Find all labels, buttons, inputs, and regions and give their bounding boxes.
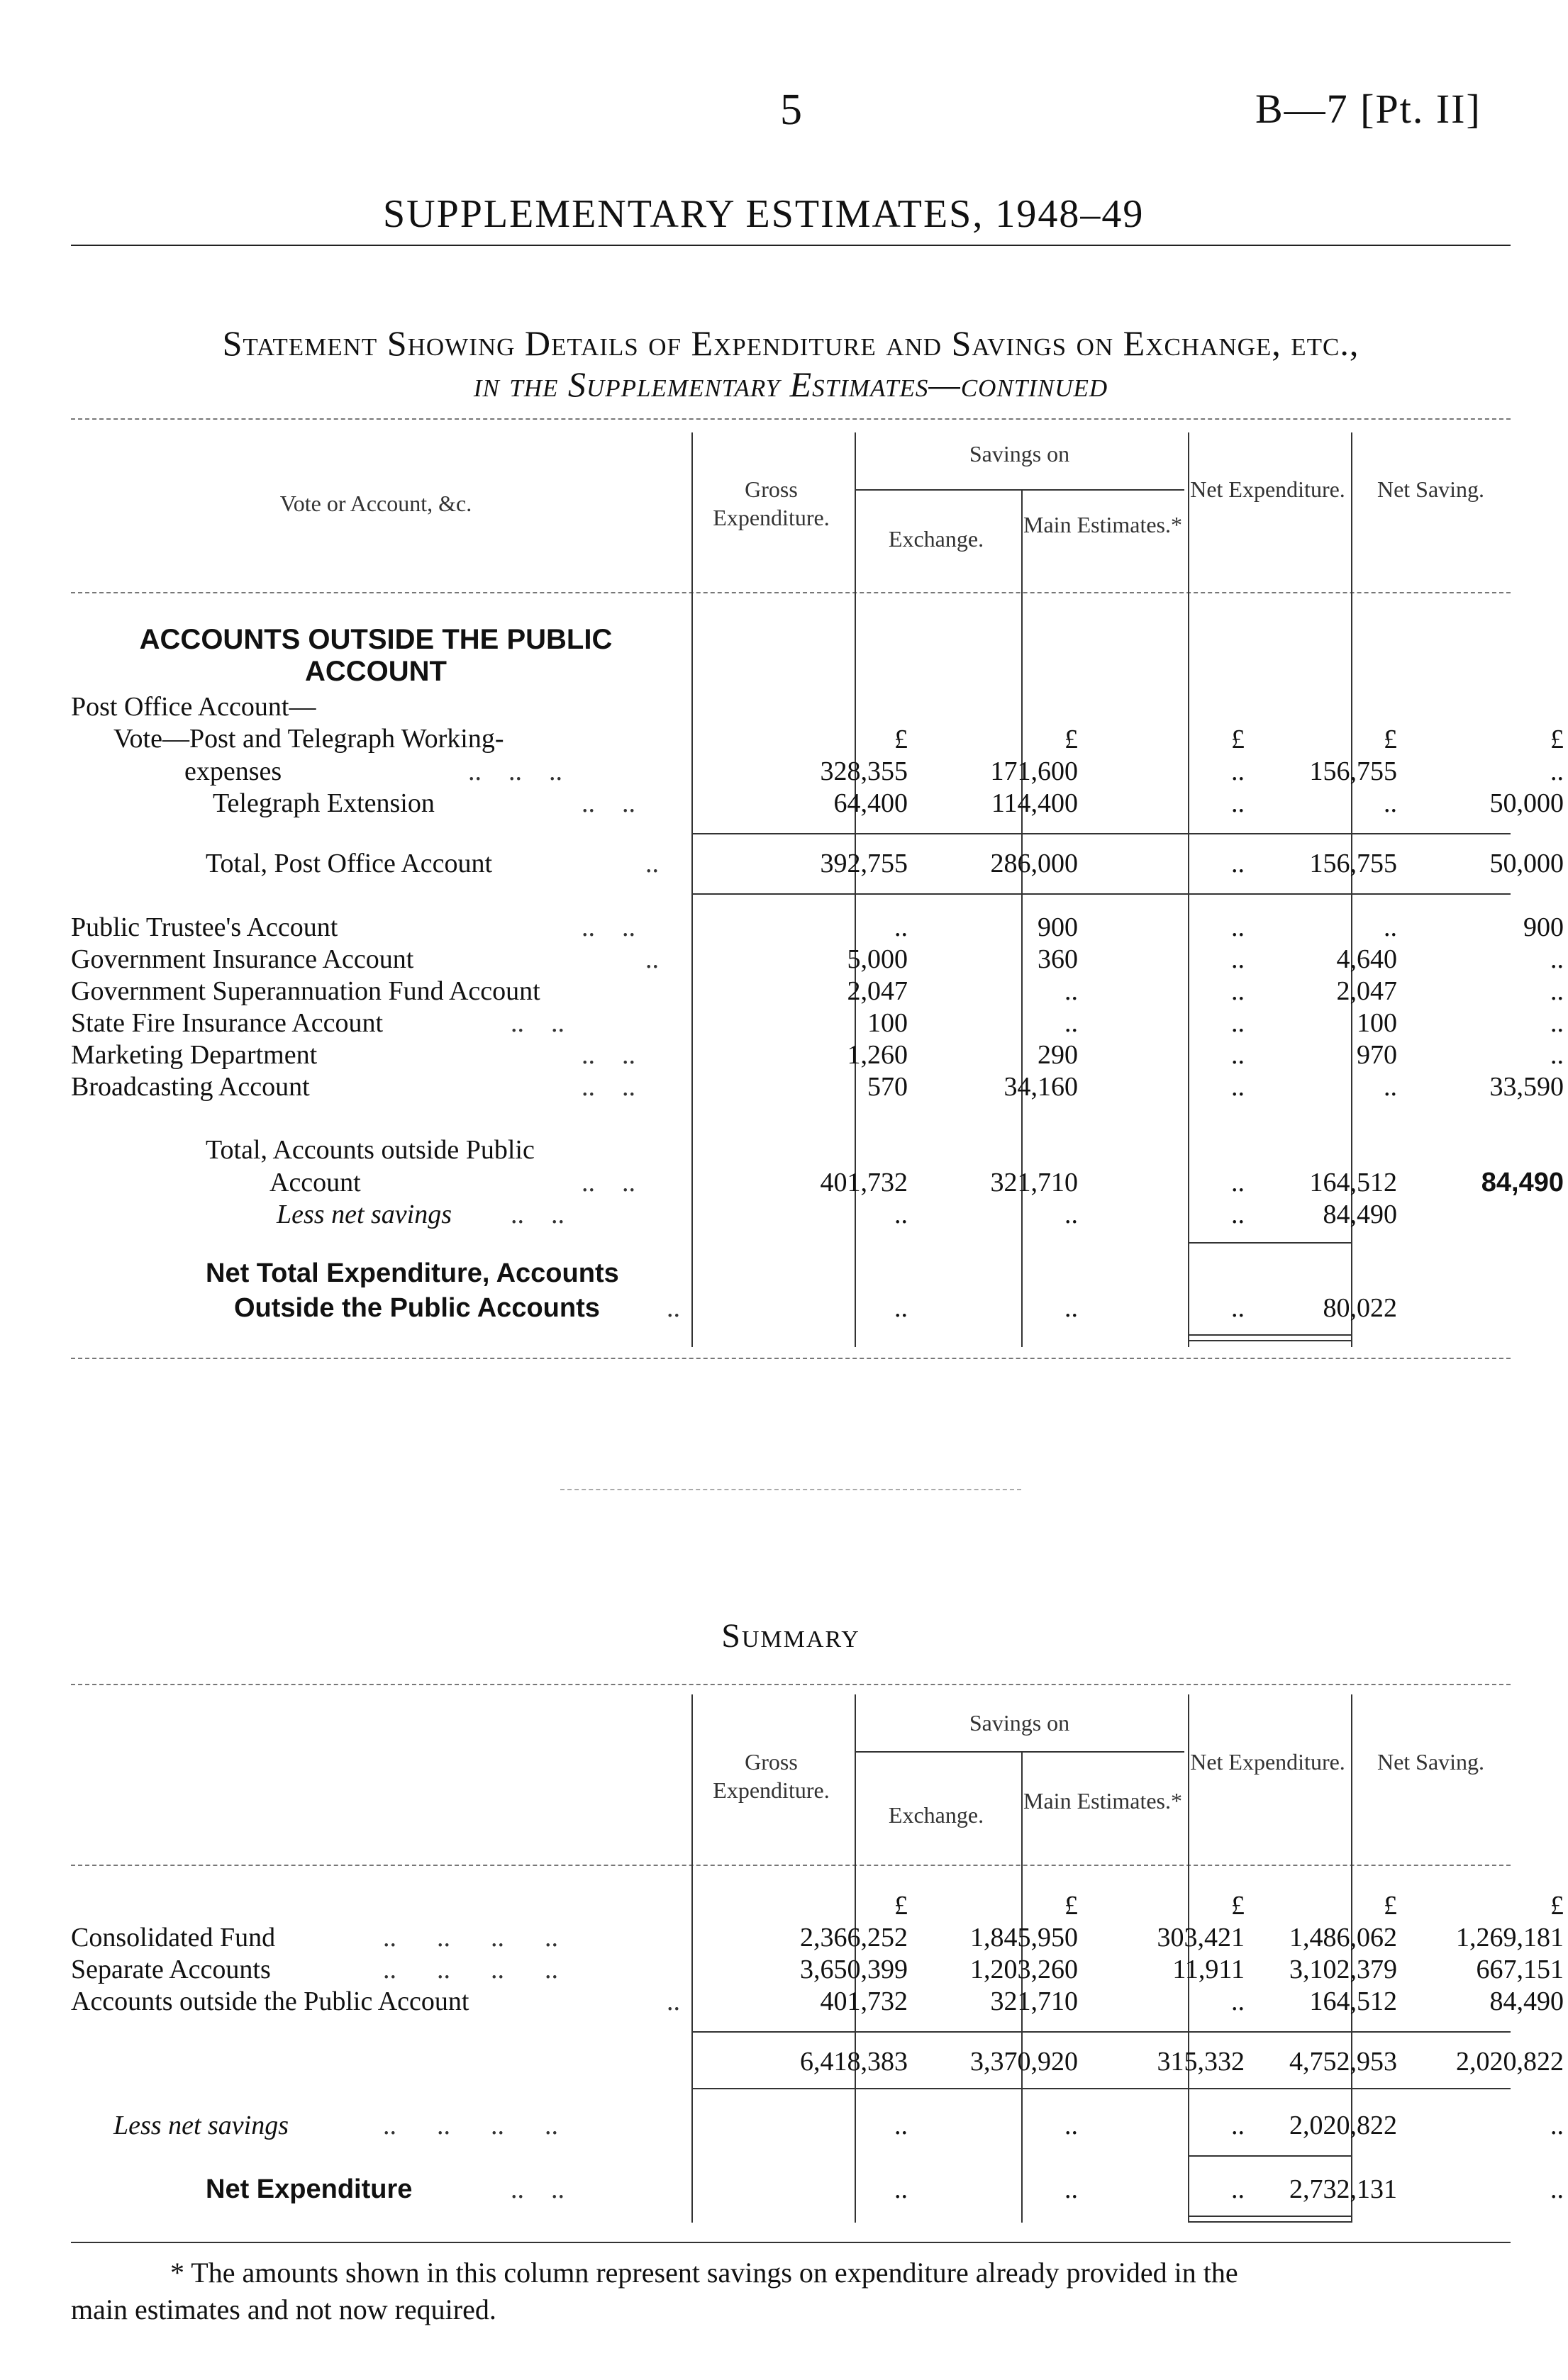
net-saving-value: 50,000 xyxy=(1489,788,1564,818)
gross-value: .. xyxy=(894,912,908,942)
exchange-value: .. xyxy=(1064,2174,1078,2204)
leader-dots: .. .. xyxy=(511,1008,565,1038)
table-row xyxy=(71,943,1564,976)
savings-subrule xyxy=(855,1751,1184,1753)
separator-rule xyxy=(560,1489,1021,1490)
exchange-value: 286,000 xyxy=(990,849,1078,878)
table-row xyxy=(71,755,1564,788)
table-row xyxy=(71,1071,1564,1103)
header-bottom-rule xyxy=(71,1865,1511,1866)
gross-value: 6,418,383 xyxy=(800,2047,908,2077)
leader-dots: .. .. xyxy=(511,1200,565,1229)
leader-dots: .. xyxy=(667,1987,680,2016)
net-rule xyxy=(1188,2221,1351,2223)
leader-dots: .. .. xyxy=(511,2174,565,2204)
gross-value: 3,650,399 xyxy=(800,1955,908,1984)
exchange-value: .. xyxy=(1064,1293,1078,1323)
summary-row xyxy=(71,1985,1564,2018)
net-saving-value: 33,590 xyxy=(1489,1072,1564,1102)
table-row xyxy=(71,975,1564,1007)
exchange-value: 114,400 xyxy=(991,788,1078,818)
footnote-rule xyxy=(71,2242,1511,2243)
total-row xyxy=(71,1166,1564,1199)
main-value: .. xyxy=(1231,1293,1245,1323)
col-header-vote: Vote or Account, &c. xyxy=(279,491,472,516)
summary-title: Summary xyxy=(721,1617,860,1655)
exchange-value: 360 xyxy=(1038,944,1078,974)
gross-value: .. xyxy=(894,2174,908,2204)
main-value: 11,911 xyxy=(1172,1955,1245,1984)
currency-symbol: £ xyxy=(1064,725,1078,754)
row-label: Public Trustee's Account xyxy=(71,912,338,942)
summary-total-row xyxy=(71,2045,1564,2078)
main-value: .. xyxy=(1231,788,1245,818)
page-title: SUPPLEMENTARY ESTIMATES, 1948–49 xyxy=(383,192,1145,236)
net-saving-value: .. xyxy=(1550,1040,1564,1070)
gross-value: .. xyxy=(894,2111,908,2140)
currency-symbol: £ xyxy=(1231,725,1245,754)
footnote-line: * The amounts shown in this column represent savings on expenditure already provided in the xyxy=(170,2257,1238,2289)
table-row xyxy=(71,1007,1564,1039)
row-label: expenses xyxy=(184,756,282,786)
net-rule xyxy=(1188,2216,1351,2217)
net-rule xyxy=(1188,1340,1351,1341)
exchange-value: 1,845,950 xyxy=(970,1923,1078,1952)
net-exp-value: 4,752,953 xyxy=(1289,2047,1397,2077)
gross-value: 328,355 xyxy=(820,756,908,786)
post-office-label: Post Office Account— xyxy=(71,692,316,722)
col-header-exchange: Exchange. xyxy=(888,526,984,552)
leader-dots: .. .. .. .. xyxy=(383,1955,558,1984)
col-header-net-saving: Net Saving. xyxy=(1377,1749,1485,1775)
row-label: Telegraph Extension xyxy=(213,788,435,818)
leader-dots: .. .. xyxy=(582,788,635,818)
leader-dots: .. .. .. xyxy=(468,756,562,786)
row-label: Outside the Public Accounts xyxy=(234,1293,600,1323)
currency-symbol: £ xyxy=(1384,1891,1397,1921)
statement-heading-line2: in the Supplementary Estimates—continued xyxy=(473,364,1108,404)
currency-symbol: £ xyxy=(1064,1891,1078,1921)
title-rule xyxy=(71,245,1511,246)
table-row xyxy=(71,1039,1564,1071)
net-saving-value: .. xyxy=(1550,1008,1564,1038)
header-bottom-rule xyxy=(71,592,1511,593)
net-saving-value: .. xyxy=(1550,976,1564,1006)
exchange-value: 34,160 xyxy=(1003,1072,1078,1102)
col-header-net-saving: Net Saving. xyxy=(1377,476,1485,502)
main-value: .. xyxy=(1231,944,1245,974)
exchange-value: .. xyxy=(1064,2111,1078,2140)
gross-value: .. xyxy=(894,1293,908,1323)
exchange-value: 171,600 xyxy=(990,756,1078,786)
net-exp-value: .. xyxy=(1384,1072,1397,1102)
main-value: .. xyxy=(1231,976,1245,1006)
col-header-main-estimates: Main Estimates.* xyxy=(1023,1788,1182,1814)
main-value: .. xyxy=(1231,849,1245,878)
leader-dots: .. .. .. .. xyxy=(383,1923,558,1952)
net-saving-value: 1,269,181 xyxy=(1456,1923,1564,1952)
main-value: .. xyxy=(1231,1008,1245,1038)
net-saving-value: 2,020,822 xyxy=(1456,2047,1564,2077)
gross-value: 100 xyxy=(867,1008,908,1038)
main-value: .. xyxy=(1231,2111,1245,2140)
leader-dots: .. .. xyxy=(582,1040,635,1070)
exchange-value: 321,710 xyxy=(990,1987,1078,2016)
col-header-gross: Gross Expenditure. xyxy=(713,1749,830,1803)
leader-dots: .. .. xyxy=(582,1168,635,1197)
col-header-savings-on: Savings on xyxy=(969,441,1070,466)
col-header-savings-on: Savings on xyxy=(969,1710,1070,1736)
net-exp-value: 100 xyxy=(1357,1008,1397,1038)
summary-row xyxy=(71,1921,1564,1954)
row-label: Government Superannuation Fund Account xyxy=(71,976,540,1006)
net-total-label: Net Total Expenditure, Accounts xyxy=(206,1258,619,1288)
net-rule xyxy=(1188,2155,1351,2157)
table-row xyxy=(71,911,1564,944)
exchange-value: 1,203,260 xyxy=(970,1955,1078,1984)
exchange-value: 900 xyxy=(1038,912,1078,942)
currency-row xyxy=(71,723,1564,756)
leader-dots: .. .. .. .. xyxy=(383,2111,558,2140)
row-label: Marketing Department xyxy=(71,1040,318,1070)
net-exp-value: 164,512 xyxy=(1309,1168,1397,1197)
row-label: Separate Accounts xyxy=(71,1955,271,1984)
summary-row xyxy=(71,1953,1564,1986)
row-label: Accounts outside the Public Account xyxy=(71,1987,469,2016)
net-rule xyxy=(1188,1242,1351,1244)
net-saving-value: .. xyxy=(1550,2174,1564,2204)
gross-value: .. xyxy=(894,1200,908,1229)
leader-dots: .. xyxy=(667,1293,680,1323)
main-value: .. xyxy=(1231,912,1245,942)
gross-value: 570 xyxy=(867,1072,908,1102)
net-exp-value: 1,486,062 xyxy=(1289,1923,1397,1952)
exchange-value: 290 xyxy=(1038,1040,1078,1070)
vote-label: Vote—Post and Telegraph Working- xyxy=(113,724,504,754)
main-value: .. xyxy=(1231,1040,1245,1070)
row-label: State Fire Insurance Account xyxy=(71,1008,384,1038)
net-exp-value: .. xyxy=(1384,788,1397,818)
table-top-rule xyxy=(71,1684,1511,1685)
net-saving-value: 84,490 xyxy=(1481,1168,1564,1197)
currency-row xyxy=(71,1889,1564,1922)
row-label: Broadcasting Account xyxy=(71,1072,310,1102)
leader-dots: .. .. xyxy=(582,1072,635,1102)
summary-less-row xyxy=(71,2109,1564,2142)
leader-dots: .. xyxy=(645,944,659,974)
col-header-net-expenditure: Net Expenditure. xyxy=(1190,476,1345,502)
row-label: Less net savings xyxy=(277,1200,452,1229)
less-savings-row xyxy=(71,1198,1511,1231)
net-saving-value: 900 xyxy=(1523,912,1564,942)
net-exp-value: .. xyxy=(1384,912,1397,942)
main-value: .. xyxy=(1231,1168,1245,1197)
footnote xyxy=(71,2255,1511,2328)
net-rule xyxy=(1188,1334,1351,1336)
net-exp-value: 80,022 xyxy=(1323,1293,1397,1323)
currency-symbol: £ xyxy=(894,1891,908,1921)
gross-value: 401,732 xyxy=(820,1168,908,1197)
section-heading: ACCOUNTS OUTSIDE THE PUBLIC xyxy=(139,624,613,655)
gross-value: 64,400 xyxy=(833,788,908,818)
net-exp-value: 164,512 xyxy=(1309,1987,1397,2016)
currency-symbol: £ xyxy=(1384,725,1397,754)
subtotal-row xyxy=(71,847,1564,880)
main-value: .. xyxy=(1231,2174,1245,2204)
currency-symbol: £ xyxy=(1550,725,1564,754)
exchange-value: .. xyxy=(1064,1008,1078,1038)
net-exp-value: 156,755 xyxy=(1309,756,1397,786)
gross-value: 2,047 xyxy=(847,976,908,1006)
col-header-gross: Gross Expenditure. xyxy=(713,476,830,530)
net-saving-value: 50,000 xyxy=(1489,849,1564,878)
main-value: 315,332 xyxy=(1157,2047,1245,2077)
net-saving-value: .. xyxy=(1550,2111,1564,2140)
row-label: Total, Post Office Account xyxy=(206,849,493,878)
row-label: Net Expenditure xyxy=(206,2174,413,2204)
currency-symbol: £ xyxy=(1231,1891,1245,1921)
row-label: Government Insurance Account xyxy=(71,944,414,974)
footnote-line: main estimates and not now required. xyxy=(71,2294,496,2325)
table-row xyxy=(71,787,1564,820)
table-bottom-rule xyxy=(71,1358,1511,1359)
table-top-rule xyxy=(71,418,1511,420)
gross-value: 392,755 xyxy=(820,849,908,878)
net-saving-value: .. xyxy=(1550,944,1564,974)
section-heading: ACCOUNT xyxy=(305,656,447,687)
subtotal-rule xyxy=(691,2088,1511,2089)
currency-symbol: £ xyxy=(894,725,908,754)
gross-value: 1,260 xyxy=(847,1040,908,1070)
net-exp-value: 84,490 xyxy=(1323,1200,1397,1229)
col-header-net-expenditure: Net Expenditure. xyxy=(1190,1749,1345,1775)
main-value: .. xyxy=(1231,756,1245,786)
subtotal-rule xyxy=(691,2031,1511,2033)
page-number: 5 xyxy=(780,86,802,134)
exchange-value: .. xyxy=(1064,1200,1078,1229)
main-value: 303,421 xyxy=(1157,1923,1245,1952)
currency-symbol: £ xyxy=(1550,1891,1564,1921)
leader-dots: .. xyxy=(645,849,659,878)
savings-subrule xyxy=(855,489,1184,491)
subtotal-rule xyxy=(691,893,1511,895)
row-label: Account xyxy=(269,1168,361,1197)
subtotal-rule xyxy=(691,833,1511,834)
net-exp-value: 2,047 xyxy=(1336,976,1397,1006)
exchange-value: 321,710 xyxy=(990,1168,1078,1197)
net-exp-value: 4,640 xyxy=(1336,944,1397,974)
row-label: Less net savings xyxy=(113,2111,289,2140)
row-label: Total, Accounts outside Public xyxy=(206,1135,535,1165)
exchange-value: 3,370,920 xyxy=(970,2047,1078,2077)
net-total-row xyxy=(71,1292,1511,1324)
main-value: .. xyxy=(1231,1072,1245,1102)
net-exp-value: 2,020,822 xyxy=(1289,2111,1397,2140)
gross-value: 5,000 xyxy=(847,944,908,974)
gross-value: 2,366,252 xyxy=(800,1923,908,1952)
document-reference: B—7 [Pt. II] xyxy=(1255,86,1481,132)
net-exp-value: 156,755 xyxy=(1309,849,1397,878)
net-saving-value: 667,151 xyxy=(1476,1955,1564,1984)
net-saving-value: 84,490 xyxy=(1489,1987,1564,2016)
summary-net-row xyxy=(71,2173,1564,2206)
statement-heading-line1: Statement Showing Details of Expenditure and Savings on Exchange, etc., xyxy=(222,323,1360,363)
main-value: .. xyxy=(1231,1200,1245,1229)
leader-dots: .. .. xyxy=(582,912,635,942)
net-exp-value: 970 xyxy=(1357,1040,1397,1070)
exchange-value: .. xyxy=(1064,976,1078,1006)
net-exp-value: 2,732,131 xyxy=(1289,2174,1397,2204)
net-exp-value: 3,102,379 xyxy=(1289,1955,1397,1984)
col-header-exchange: Exchange. xyxy=(888,1802,984,1828)
col-header-main-estimates: Main Estimates.* xyxy=(1023,512,1182,537)
main-value: .. xyxy=(1231,1987,1245,2016)
gross-value: 401,732 xyxy=(820,1987,908,2016)
row-label: Consolidated Fund xyxy=(71,1923,276,1952)
net-saving-value: .. xyxy=(1550,756,1564,786)
